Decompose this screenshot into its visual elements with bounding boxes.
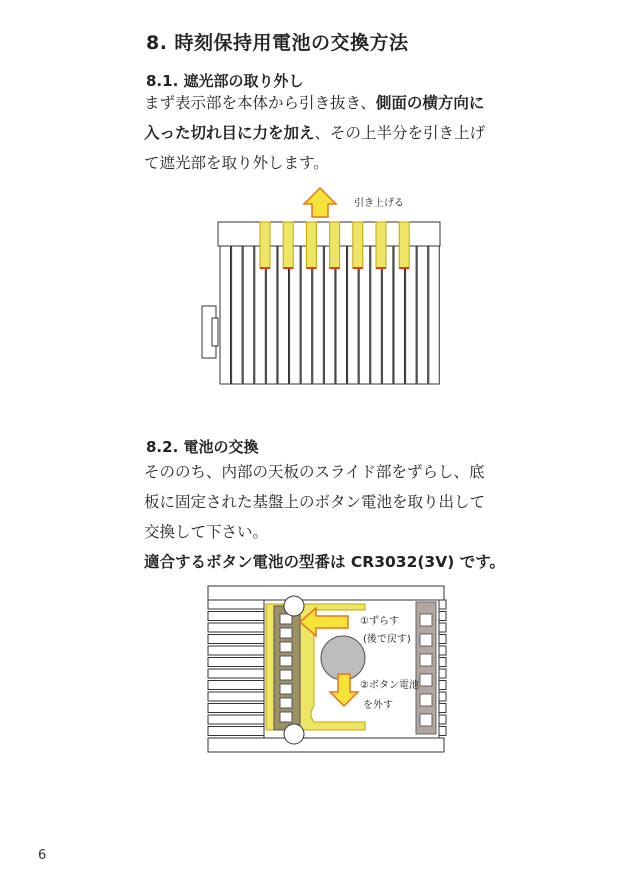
slide-label-note: (後で戻す) [363,634,411,645]
shade-tab [399,222,409,268]
para-line: 適合するボタン電池の型番は CR3032(3V) です。 [144,553,505,571]
fin [208,727,264,736]
section-title-8-2: 8.2. 電池の交換 [146,438,259,456]
pad [280,656,292,666]
fin [208,681,264,690]
page-number: 6 [38,848,47,863]
pad [280,712,292,722]
pad [420,674,432,686]
shade-tab [330,222,340,268]
slide-label: ①ずらす [360,616,399,627]
pad [420,714,432,726]
pad [280,684,292,694]
section-title-8-1: 8.1. 遮光部の取り外し [146,72,304,90]
shade-tab [353,222,363,268]
fin [208,692,264,701]
section1-paragraph [144,88,524,178]
battery-replacement-figure [200,578,460,768]
battery-label-action: を外す [363,700,393,711]
fin [208,669,264,678]
fin [208,623,264,632]
shade-tab [376,222,386,268]
pull-up-arrow-icon [304,188,336,217]
pad [280,628,292,638]
pad [280,698,292,708]
shade-tab [260,222,270,268]
fin [208,600,264,609]
pull-up-label: 引き上げる [354,198,404,209]
pad [420,694,432,706]
section2-paragraph [144,457,524,577]
pad [420,614,432,626]
page-heading: 8. 時刻保持用電池の交換方法 [146,32,409,54]
fin [208,646,264,655]
fin [208,612,264,621]
fin [208,704,264,713]
para-line: 板に固定された基盤上のボタン電池を取り出して [144,493,486,511]
shade-tab [283,222,293,268]
battery-label: ②ボタン電池 [360,680,419,691]
para-line: て遮光部を取り外します。 [144,154,329,172]
para-line: 入った切れ目に力を加え、その上半分を引き上げ [144,124,486,142]
fin [208,715,264,724]
pad [280,642,292,652]
para-line: そののち、内部の天板のスライド部をずらし、底 [144,463,485,481]
shade-tab [306,222,316,268]
fin [208,658,264,667]
para-line: 交換して下さい。 [144,523,269,541]
para-line: まず表示部を本体から引き抜き、側面の横方向に [144,94,485,112]
pad [280,670,292,680]
pad [420,654,432,666]
shade-removal-figure [200,178,460,398]
pad [420,634,432,646]
fin [208,635,264,644]
